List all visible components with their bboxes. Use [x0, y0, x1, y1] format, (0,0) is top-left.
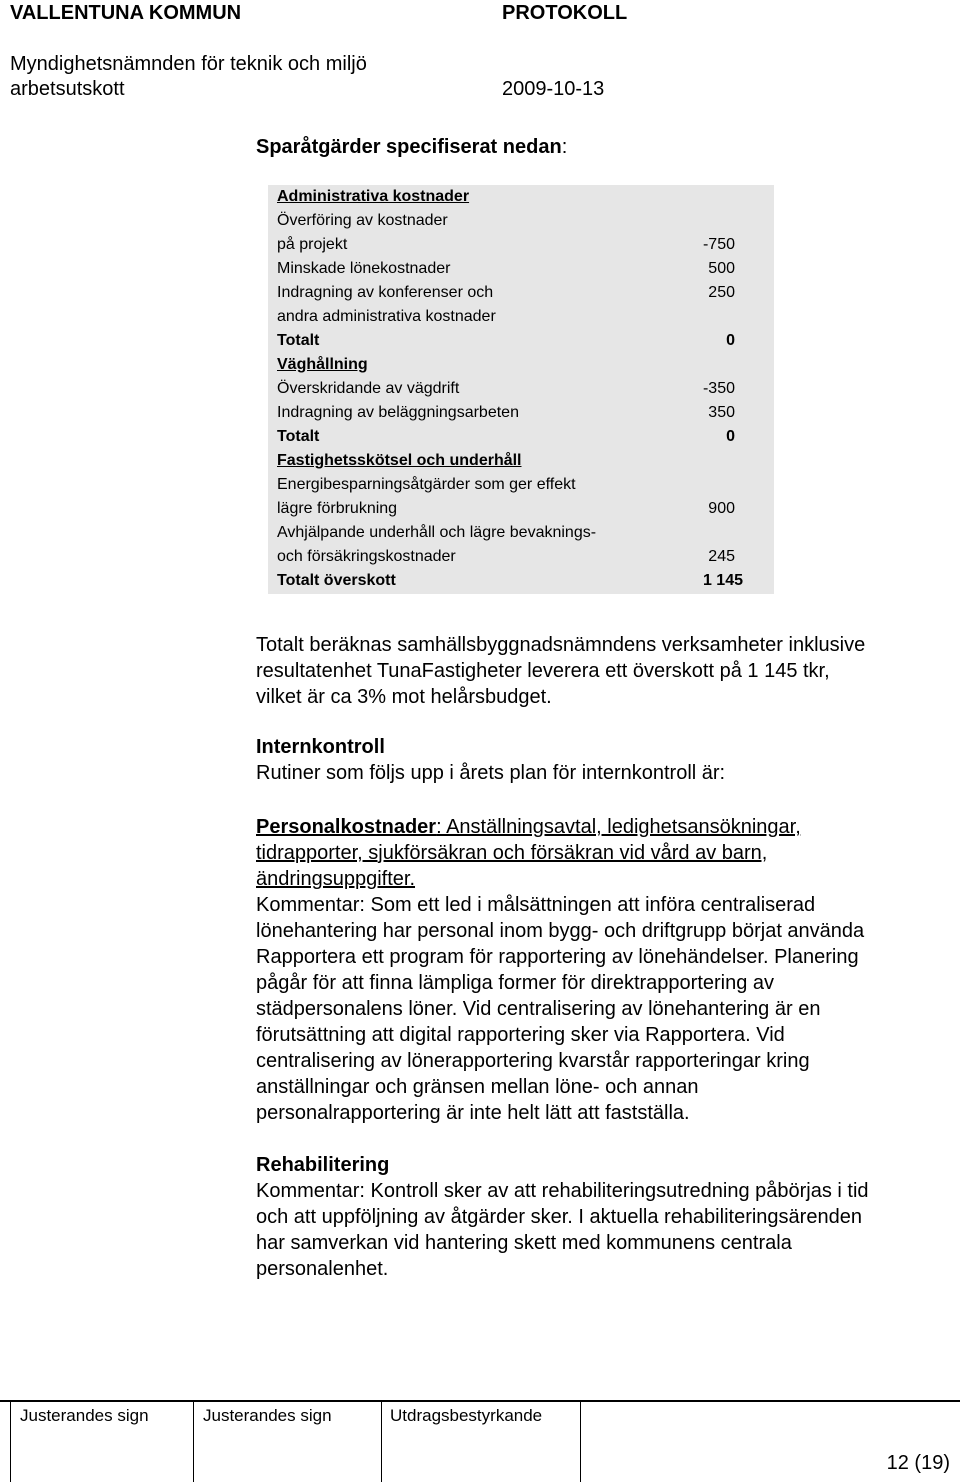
doc-type: PROTOKOLL [502, 2, 628, 24]
table-row-grand-total: Totalt överskott 1 145 [277, 572, 743, 589]
table-row: Fastighetsskötsel och underhåll [277, 452, 522, 469]
table-row-total: Totalt 0 [277, 428, 735, 445]
table-row: lägre förbrukning 900 [277, 500, 735, 517]
committee-line [10, 52, 950, 76]
table-row: Indragning av konferenser och 250 [277, 284, 735, 301]
internkontroll-intro: Rutiner som följs upp i årets plan för internkontroll är: [256, 762, 726, 784]
table-row: Överföring av kostnader [277, 212, 448, 229]
personal-label: Personalkostnader [256, 816, 437, 838]
table-row: Avhjälpande underhåll och lägre bevaknings- [277, 524, 597, 541]
footer-divider [193, 1402, 194, 1482]
org-name: VALLENTUNA KOMMUN [10, 2, 242, 24]
table-row: Minskade lönekostnader 500 [277, 260, 735, 277]
document-header [10, 0, 950, 26]
table-row: andra administrativa kostnader [277, 308, 496, 325]
signature-box-1: Justerandes sign [20, 1406, 149, 1425]
table-row: Administrativa kostnader [277, 188, 470, 205]
savings-table [268, 185, 774, 594]
table-row: Energibesparningsåtgärder som ger effekt [277, 476, 576, 493]
section-title: Sparåtgärder specifiserat nedan: [256, 136, 568, 158]
footer-divider [10, 1402, 11, 1482]
extract-certification-box: Utdragsbestyrkande [390, 1406, 543, 1425]
subcommittee-name: arbetsutskott [10, 78, 125, 100]
table-row: Väghållning [277, 356, 368, 373]
page-number: 12 (19) [886, 1452, 950, 1474]
table-row: på projekt -750 [277, 236, 735, 253]
table-row: och försäkringskostnader 245 [277, 548, 735, 565]
table-row: Indragning av beläggningsarbeten 350 [277, 404, 735, 421]
rehab-heading: Rehabilitering [256, 1154, 390, 1176]
personal-section: Personalkostnader: Anställningsavtal, ledighetsansökningar, tidrapporter, sjukförsäkran och försäkran vid vård av barn, ändringsuppgifter. Kommentar: Som ett led i målsättningen att införa centraliserad lönehantering har personal inom bygg- och driftgrupp börjat använda Rapportera ett program för rapportering av lönehändelser. Planering pågår för att finna lämpliga former för direktrapportering av städpersonalens löner. Vid centralisering av lönehantering är en förutsättning att digital rapportering sker via Rapportera. Vid centralisering av lönerapportering kvarstår rapporteringar kring anställningar och gränsen mellan löne- och annan personalrapportering är inte helt lätt att fastställa. [256, 816, 865, 1124]
internkontroll-section [256, 734, 956, 786]
internkontroll-heading: Internkontroll [256, 736, 385, 758]
table-row: Överskridande av vägdrift -350 [277, 380, 735, 397]
table-row-total: Totalt 0 [277, 332, 735, 349]
document-date: 2009-10-13 [502, 78, 605, 100]
footer-divider [381, 1402, 382, 1482]
subcommittee-line [10, 77, 950, 101]
signature-box-2: Justerandes sign [203, 1406, 332, 1425]
committee-name: Myndighetsnämnden för teknik och miljö [10, 53, 367, 75]
footer-divider [580, 1402, 581, 1482]
rehab-section: Rehabilitering Kommentar: Kontroll sker av att rehabiliteringsutredning påbörjas i tid och att uppföljning av åtgärder sker. I aktuella rehabiliteringsärenden har samverkan vid hantering skett med kommunens centrala personalenhet. [256, 1152, 956, 1282]
summary-paragraph: Totalt beräknas samhällsbyggnadsnämndens verksamheter inklusive resultatenhet TunaFastigheter leverera ett överskott på 1 145 tkr, vilket är ca 3% mot helårsbudget. [256, 634, 866, 708]
